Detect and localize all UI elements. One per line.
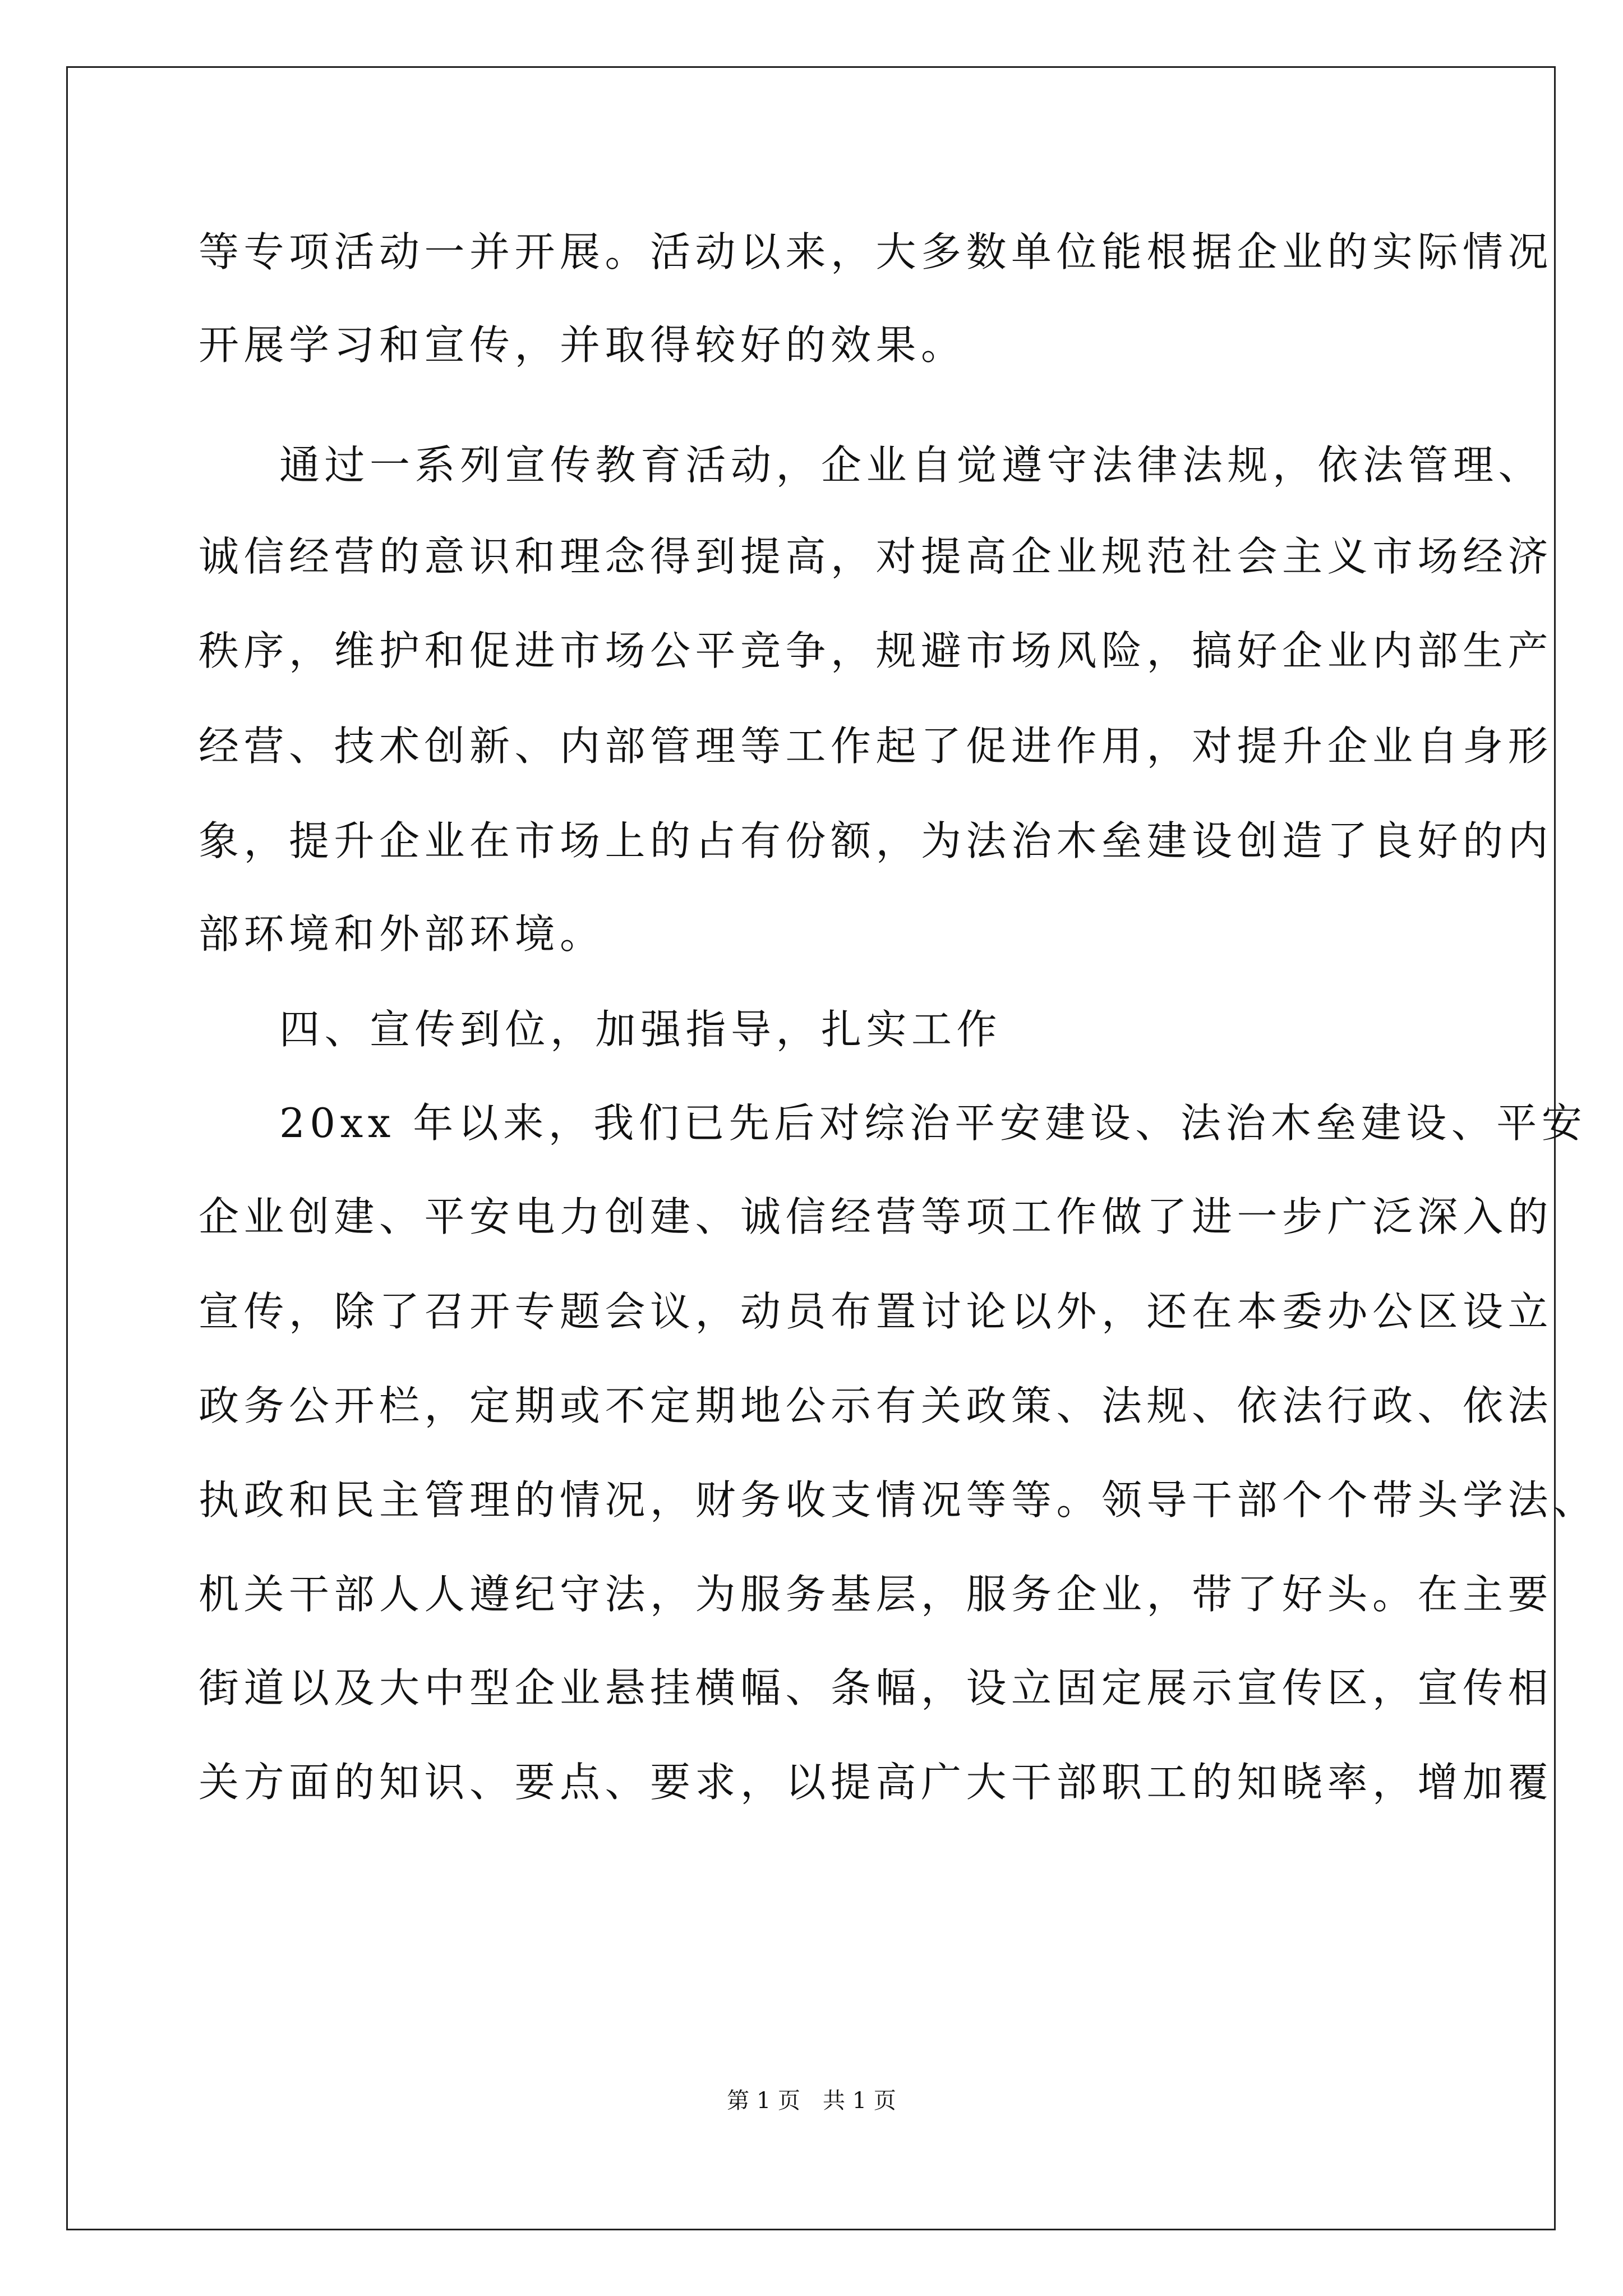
body-line: 宣传，除了召开专题会议，动员布置讨论以外，还在本委办公区设立: [199, 1288, 1553, 1335]
paragraph-start-line: 通过一系列宣传教育活动，企业自觉遵守法律法规，依法管理、: [279, 441, 1544, 489]
body-line: 机关干部人人遵纪守法，为服务基层，服务企业，带了好头。在主要: [199, 1571, 1553, 1618]
body-line: 诚信经营的意识和理念得到提高，对提高企业规范社会主义市场经济: [199, 533, 1553, 580]
body-line: 街道以及大中型企业悬挂横幅、条幅，设立固定展示宣传区，宣传相: [199, 1664, 1553, 1711]
body-line: 秩序，维护和促进市场公平竞争，规避市场风险，搞好企业内部生产: [199, 627, 1553, 674]
body-line: 执政和民主管理的情况，财务收支情况等等。领导干部个个带头学法、: [199, 1476, 1598, 1524]
body-line: 关方面的知识、要点、要求，以提高广大干部职工的知晓率，增加覆: [199, 1759, 1553, 1806]
body-line: 经营、技术创新、内部管理等工作起了促进作用，对提升企业自身形: [199, 723, 1553, 770]
body-line: 部环境和外部环境。: [199, 910, 605, 958]
body-line: 象，提升企业在市场上的占有份额，为法治木垒建设创造了良好的内: [199, 817, 1553, 864]
body-line: 政务公开栏，定期或不定期地公示有关政策、法规、依法行政、依法: [199, 1382, 1553, 1429]
body-line: 等专项活动一并开展。活动以来，大多数单位能根据企业的实际情况: [199, 228, 1553, 275]
body-line: 企业创建、平安电力创建、诚信经营等项工作做了进一步广泛深入的: [199, 1193, 1553, 1240]
section-heading: 四、宣传到位，加强指导，扎实工作: [279, 1006, 1002, 1053]
body-line: 开展学习和宣传，并取得较好的效果。: [199, 321, 966, 369]
page-footer: 第 1 页 共 1 页: [727, 2088, 896, 2114]
paragraph-start-line: 20xx 年以来，我们已先后对综治平安建设、法治木垒建设、平安: [279, 1099, 1587, 1147]
